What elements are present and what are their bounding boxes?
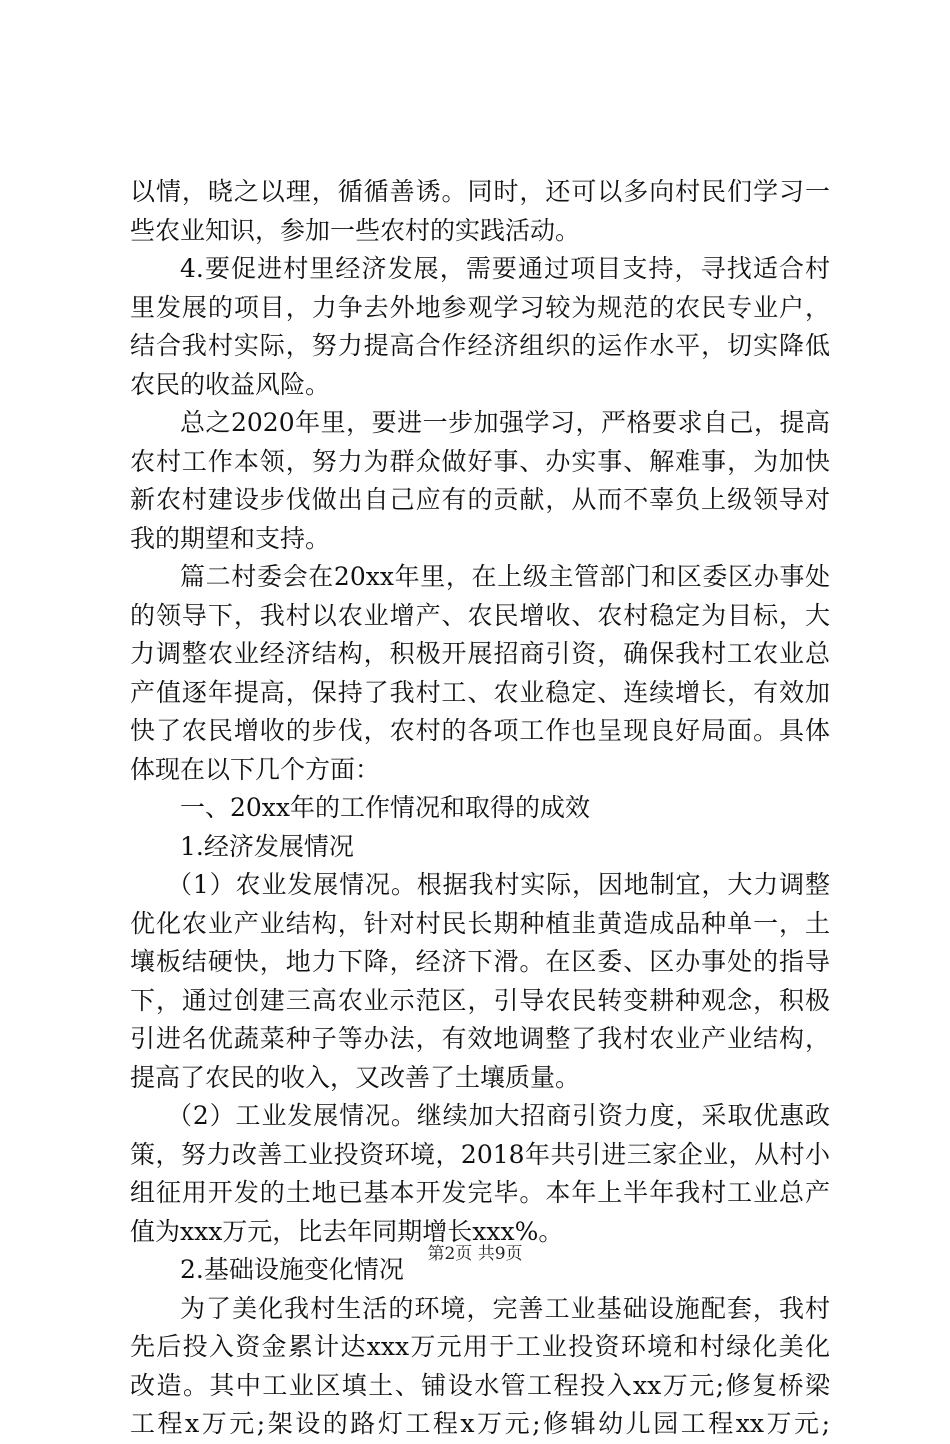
text-line: 为了美化我村生活的环境，完善工业基础设施配套，我村: [180, 1293, 830, 1323]
text-line: 值为xxx万元，比去年同期增长xxx%。: [130, 1216, 564, 1246]
text-line: 农民的收益风险。: [130, 369, 331, 399]
text-line: 下，通过创建三高农业示范区，引导农民转变耕种观念，积极: [130, 985, 830, 1015]
text-line: （1）农业发展情况。根据我村实际，因地制宜，大力调整: [167, 870, 830, 899]
text-line: 里发展的项目，力争去外地参观学习较为规范的农民专业户，: [130, 292, 830, 322]
text-line: 快了农民增收的步伐，农村的各项工作也呈现良好局面。具体: [130, 716, 830, 745]
text-line: 1.经济发展情况: [180, 831, 354, 861]
page-footer: [0, 1243, 950, 1265]
text-line: 改造。其中工业区填土、铺设水管工程投入xx万元;修复桥梁: [130, 1370, 830, 1400]
text-line: 力调整农业经济结构，积极开展招商引资，确保我村工农业总: [130, 639, 830, 668]
text-line: 一、20xx年的工作情况和取得的成效: [180, 793, 591, 822]
text-line: 先后投入资金累计达xxx万元用于工业投资环境和村绿化美化: [130, 1332, 830, 1361]
text-line: 产值逐年提高，保持了我村工、农业稳定、连续增长，有效加: [130, 677, 830, 707]
text-line: 引进名优蔬菜种子等办法，有效地调整了我村农业产业结构，: [130, 1024, 830, 1053]
text-line: 我的期望和支持。: [130, 523, 331, 553]
text-line: 体现在以下几个方面：: [130, 754, 381, 784]
text-line: 工程x万元;架设的路灯工程x万元;修辑幼儿园工程xx万元;: [130, 1409, 830, 1438]
page-number-label: 第2页 共9页: [427, 1244, 523, 1264]
text-line: 些农业知识，参加一些农村的实践活动。: [130, 215, 581, 245]
text-line: 2.基础设施变化情况: [180, 1255, 404, 1284]
text-line: 农村工作本领，努力为群众做好事、办实事、解难事，为加快: [130, 446, 830, 476]
text-line: （2）工业发展情况。继续加大招商引资力度，采取优惠政: [167, 1101, 830, 1130]
text-line: 策，努力改善工业投资环境，2018年共引进三家企业，从村小: [130, 1139, 830, 1169]
text-line: 篇二村委会在20xx年里，在上级主管部门和区委区办事处: [180, 562, 830, 591]
text-line: 4.要促进村里经济发展，需要通过项目支持，寻找适合村: [180, 254, 830, 283]
text-line: 新农村建设步伐做出自己应有的贡献，从而不辜负上级领导对: [130, 485, 830, 514]
text-line: 以情，晓之以理，循循善诱。同时，还可以多向村民们学习一: [130, 177, 830, 206]
text-line: 总之2020年里，要进一步加强学习，严格要求自己，提高: [180, 408, 830, 437]
text-line: 组征用开发的土地已基本开发完毕。本年上半年我村工业总产: [130, 1178, 830, 1207]
text-line: 的领导下，我村以农业增产、农民增收、农村稳定为目标，大: [130, 600, 830, 630]
text-line: 结合我村实际，努力提高合作经济组织的运作水平，切实降低: [130, 331, 830, 360]
text-line: 壤板结硬快，地力下降，经济下滑。在区委、区办事处的指导: [130, 947, 830, 976]
text-line: 优化农业产业结构，针对村民长期种植韭黄造成品种单一，土: [130, 908, 830, 938]
text-line: 提高了农民的收入，又改善了土壤质量。: [130, 1062, 581, 1092]
